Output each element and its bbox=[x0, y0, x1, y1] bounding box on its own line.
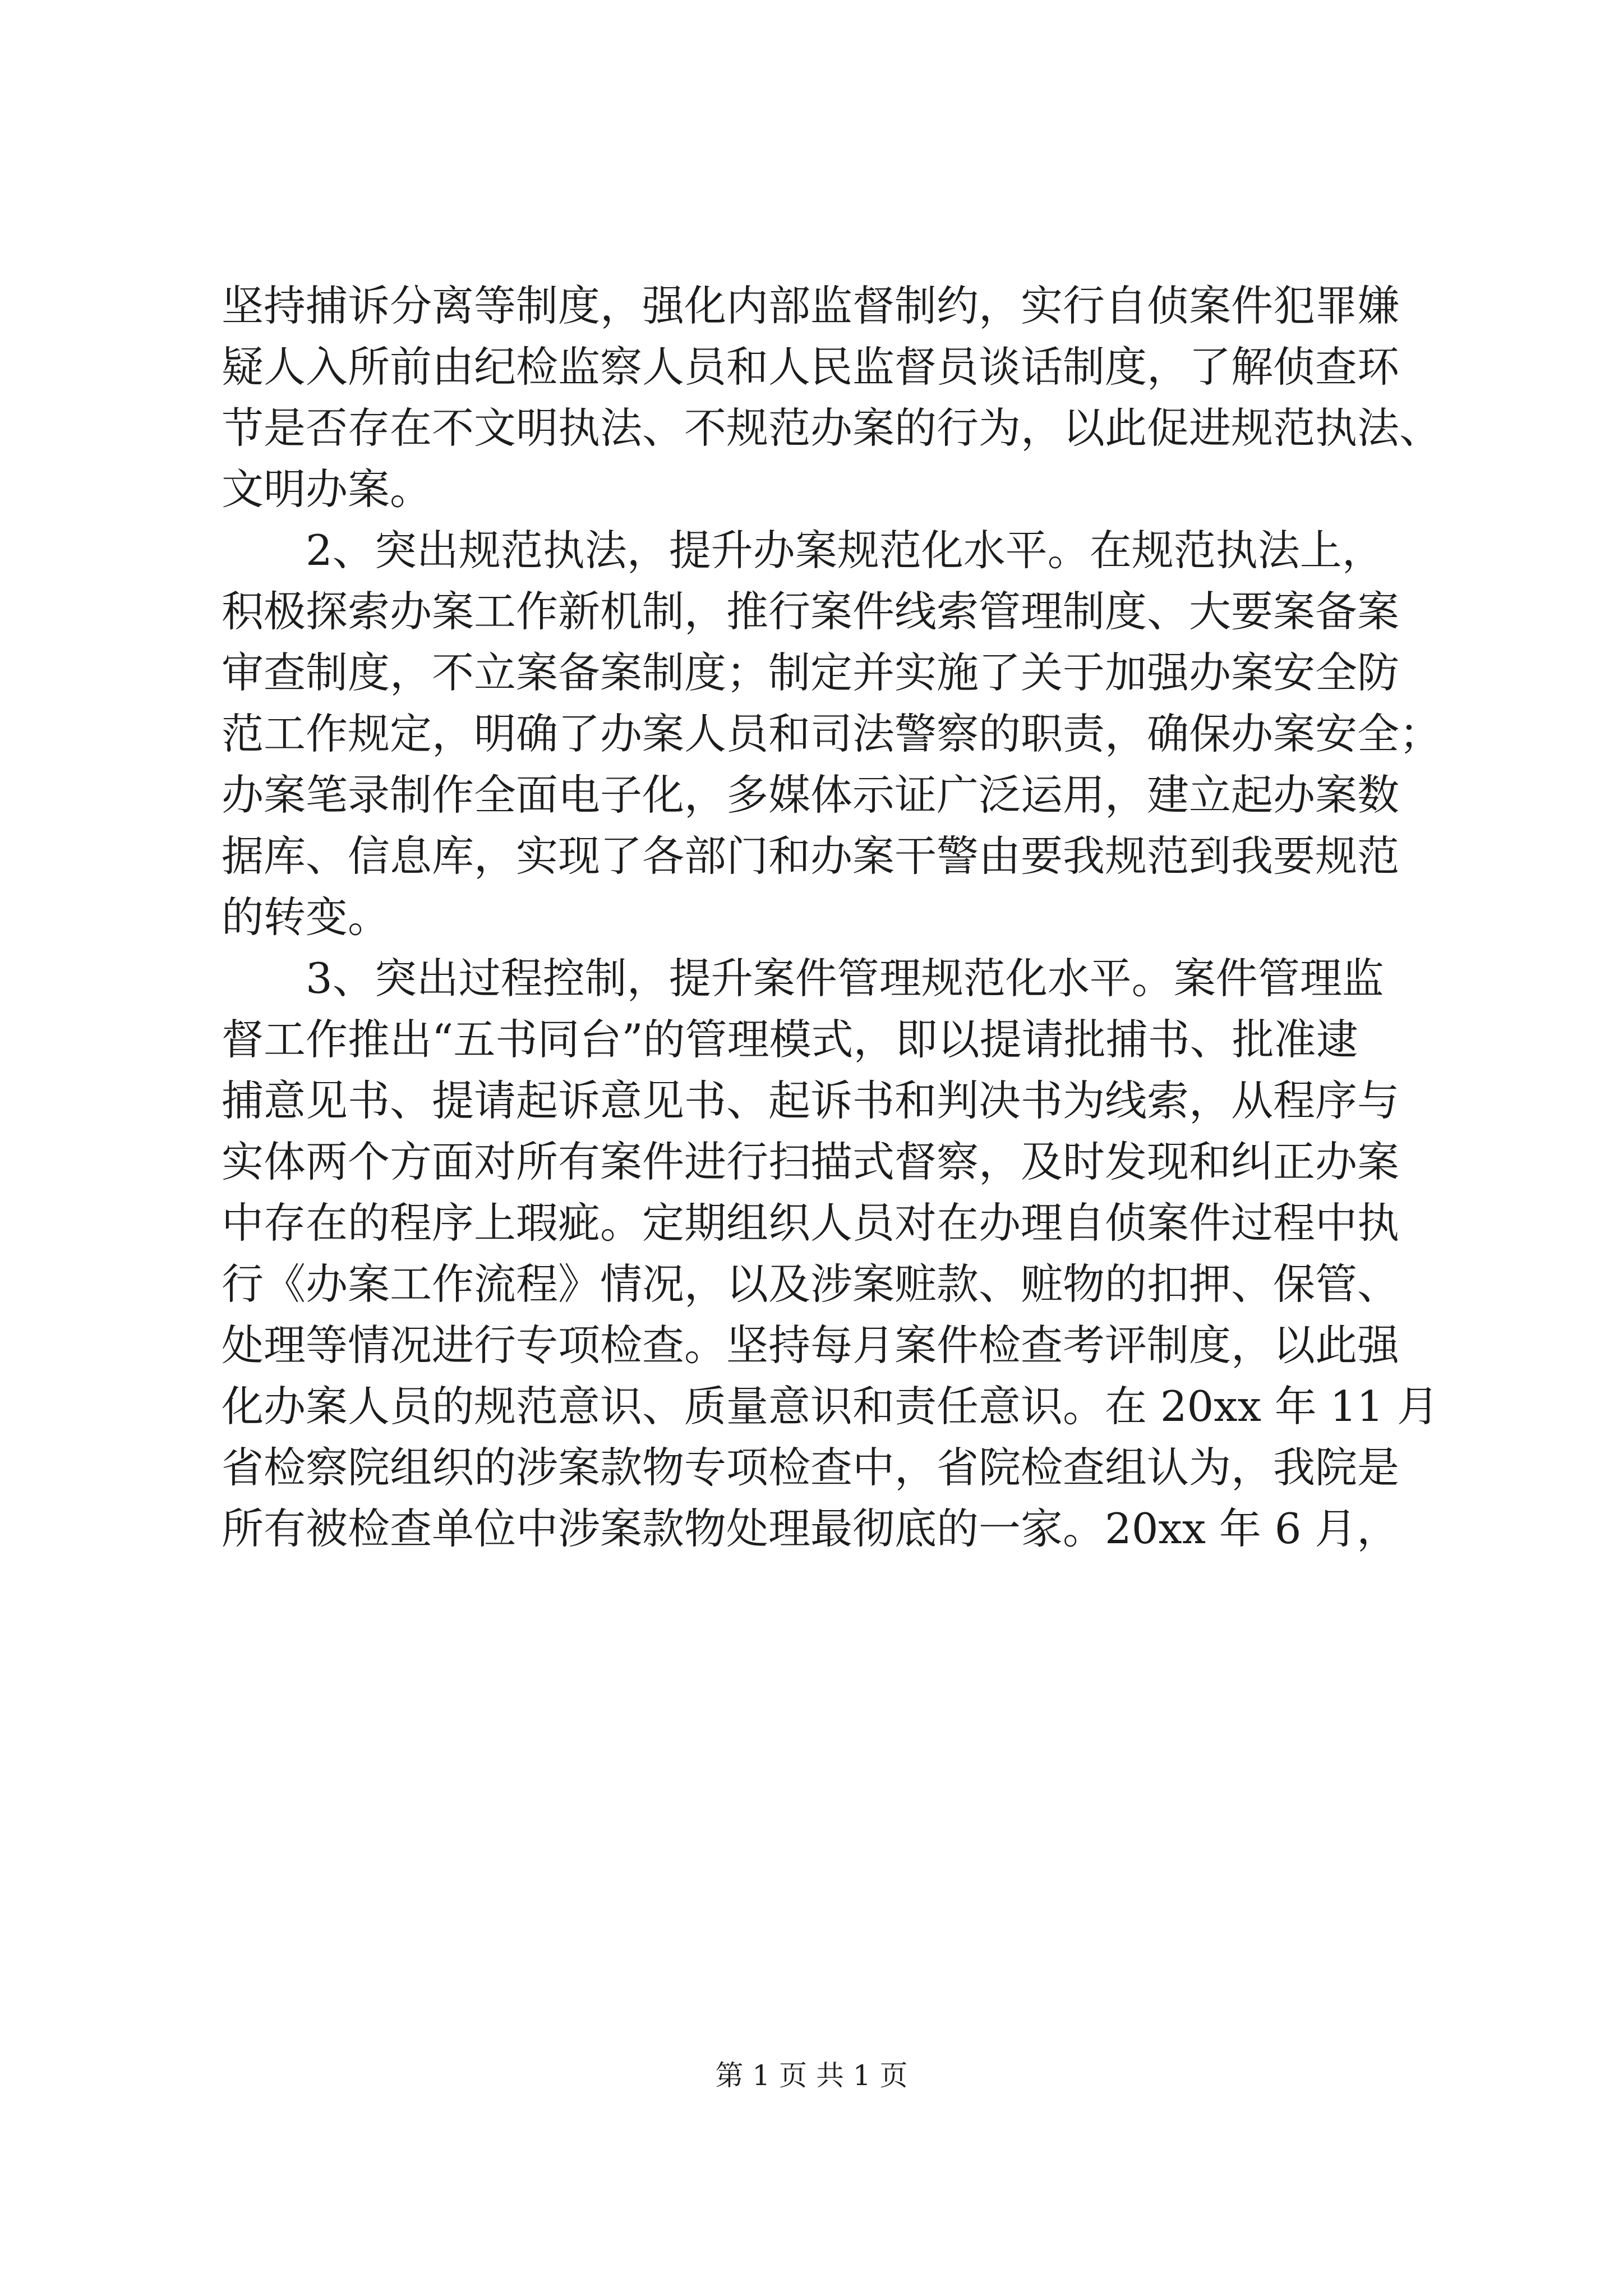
text-line: 范工作规定，明确了办案人员和司法警察的职责，确保办案安全； bbox=[222, 709, 1442, 758]
paragraph-start-line: 2、突出规范执法，提升办案规范化水平。在规范执法上， bbox=[306, 526, 1384, 575]
text-line: 节是否存在不文明执法、不规范办案的行为，以此促进规范执法、 bbox=[222, 403, 1442, 453]
text-line: 行《办案工作流程》情况，以及涉案赃款、赃物的扣押、保管、 bbox=[222, 1259, 1400, 1309]
text-line: 中存在的程序上瑕疵。定期组织人员对在办理自侦案件过程中执 bbox=[222, 1198, 1400, 1248]
text-line: 化办案人员的规范意识、质量意识和责任意识。在 20xx 年 11 月 bbox=[222, 1382, 1439, 1431]
paragraph-start-line: 3、突出过程控制，提升案件管理规范化水平。案件管理监 bbox=[306, 954, 1384, 1003]
text-line: 省检察院组织的涉案款物专项检查中，省院检查组认为，我院是 bbox=[222, 1443, 1400, 1492]
page-number-indicator: 第 1 页 共 1 页 bbox=[715, 2059, 908, 2092]
text-line: 疑人入所前由纪检监察人员和人民监督员谈话制度，了解侦查环 bbox=[222, 342, 1400, 392]
text-line: 文明办案。 bbox=[222, 464, 432, 514]
text-line: 办案笔录制作全面电子化，多媒体示证广泛运用，建立起办案数 bbox=[222, 770, 1400, 820]
text-line: 积极探索办案工作新机制，推行案件线索管理制度、大要案备案 bbox=[222, 587, 1400, 636]
page-footer bbox=[0, 2056, 1623, 2095]
text-line: 的转变。 bbox=[222, 892, 390, 942]
text-line: 督工作推出“五书同台”的管理模式，即以提请批捕书、批准逮 bbox=[222, 1015, 1358, 1064]
text-line: 据库、信息库，实现了各部门和办案干警由要我规范到我要规范 bbox=[222, 831, 1400, 881]
text-line: 实体两个方面对所有案件进行扫描式督察，及时发现和纠正办案 bbox=[222, 1137, 1400, 1186]
text-line: 所有被检查单位中涉案款物处理最彻底的一家。20xx 年 6 月， bbox=[222, 1504, 1399, 1553]
text-line: 坚持捕诉分离等制度，强化内部监督制约，实行自侦案件犯罪嫌 bbox=[222, 281, 1400, 330]
text-line: 审查制度，不立案备案制度；制定并实施了关于加强办案安全防 bbox=[222, 648, 1400, 697]
text-line: 处理等情况进行专项检查。坚持每月案件检查考评制度，以此强 bbox=[222, 1320, 1400, 1370]
text-line: 捕意见书、提请起诉意见书、起诉书和判决书为线索，从程序与 bbox=[222, 1076, 1400, 1125]
